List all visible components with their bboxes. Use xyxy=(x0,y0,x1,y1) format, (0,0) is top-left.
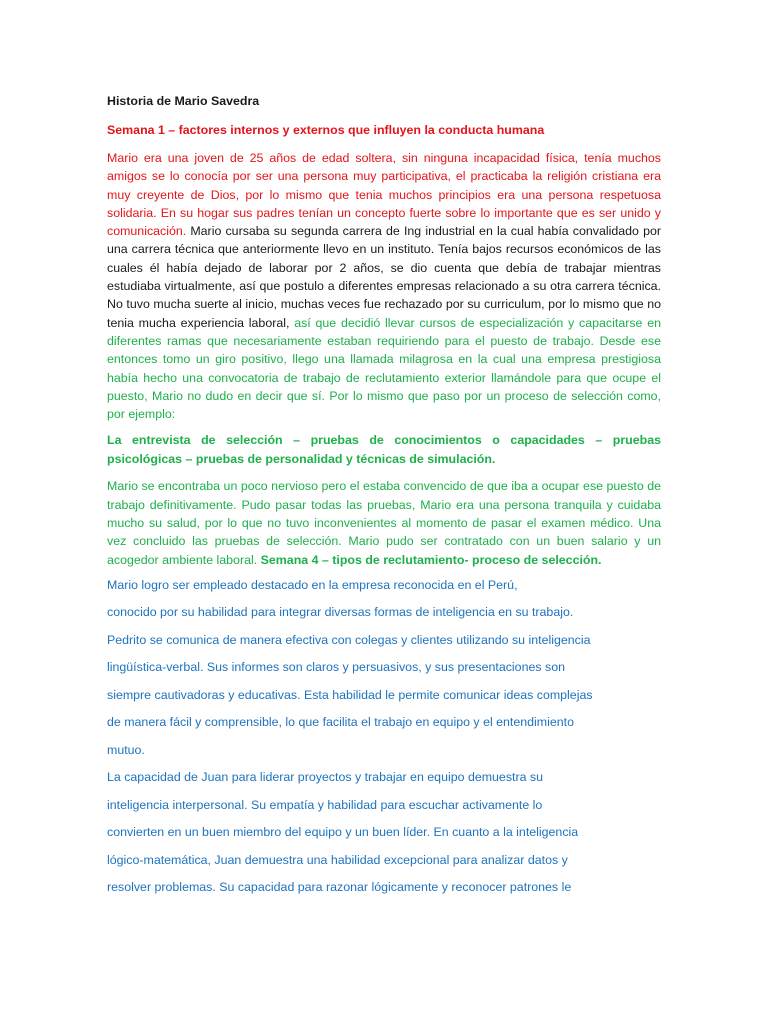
blue-line: lógico-matemática, Juan demuestra una habilidad excepcional para analizar datos y xyxy=(107,852,568,867)
story-paragraph-2 xyxy=(107,477,661,568)
blue-line: mutuo. xyxy=(107,742,145,757)
paragraph2-green-segment: Mario se encontraba un poco nervioso pero el estaba convencido de que iba a ocupar ese puesto de trabajo definitivamente. Pudo pasar todas las pruebas, Mario era una persona tranquila y cuidaba mucho su salud, por lo que no tuvo inconvenientes al momento de pasar el examen médico. Una vez concluido las pruebas de selección. Mario pudo ser contratado con un buen salario y un acogedor ambiente laboral. xyxy=(107,479,661,567)
blue-line: Pedrito se comunica de manera efectiva con colegas y clientes utilizando su inteligencia xyxy=(107,632,591,647)
paragraph1-green-segment: así que decidió llevar cursos de especialización y capacitarse en diferentes ramas que necesariamente estaban requiriendo para el puesto de trabajo. Desde ese entonces tomo un giro positivo, llego una llamada milagrosa en la cual una empresa prestigiosa había hecho una convocatoria de trabajo de reclutamiento exterior llamándole para que ocupe el puesto, Mario no dudo en decir que sí. Por lo mismo que paso por un proceso de selección como, por ejemplo: xyxy=(107,315,661,422)
week1-heading: Semana 1 – factores internos y externos que influyen la conducta humana xyxy=(107,123,545,137)
week4-heading: Semana 4 – tipos de reclutamiento- proceso de selección. xyxy=(260,552,602,567)
selection-heading: La entrevista de selección – pruebas de conocimientos o capacidades – pruebas psicológicas – pruebas de personalidad y técnicas de simulación. xyxy=(107,433,661,467)
blue-text-block xyxy=(107,577,661,907)
blue-line: Mario logro ser empleado destacado en la empresa reconocida en el Perú, xyxy=(107,577,518,592)
paragraph1-dark-segment: Mario cursaba su segunda carrera de Ing industrial en la cual había convalidado por una carrera técnica que anteriormente llevo en un instituto. Tenía bajos recursos económicos de las cuales él había dejado de laborar por 2 años, se dio cuenta que debía de trabajar mientras estudiaba virtualmente, así que postulo a diferentes empresas relacionado a su otra carrera técnica. No tuvo mucha suerte al inicio, muchas veces fue rechazado por su curriculum, por lo mismo que no tenia mucha experiencia laboral, xyxy=(107,224,661,330)
blue-line: inteligencia interpersonal. Su empatía y habilidad para escuchar activamente lo xyxy=(107,797,543,812)
document-body xyxy=(107,93,661,907)
paragraph1-red-segment: Mario era una joven de 25 años de edad soltera, sin ninguna incapacidad física, tenía muchos amigos se lo conocía por ser una persona muy participativa, el practicaba la religión cristiana era muy creyente de Dios, por lo mismo que tenia muchos principios era una persona respetuosa solidaria. En su hogar sus padres tenían un concepto fuerte sobre lo importante que es ser unido y comunicación. xyxy=(107,151,661,239)
blue-line: resolver problemas. Su capacidad para razonar lógicamente y reconocer patrones le xyxy=(107,880,572,895)
document-title: Historia de Mario Savedra xyxy=(107,94,260,108)
blue-line: convierten en un buen miembro del equipo y un buen líder. En cuanto a la inteligencia xyxy=(107,825,579,840)
story-paragraph-1 xyxy=(107,149,661,423)
blue-line: siempre cautivadoras y educativas. Esta habilidad le permite comunicar ideas complejas xyxy=(107,687,593,702)
blue-line: lingüística-verbal. Sus informes son claros y persuasivos, y sus presentaciones son xyxy=(107,660,565,675)
blue-line: conocido por su habilidad para integrar diversas formas de inteligencia en su trabajo. xyxy=(107,605,574,620)
blue-line: de manera fácil y comprensible, lo que facilita el trabajo en equipo y el entendimiento xyxy=(107,715,574,730)
blue-line: La capacidad de Juan para liderar proyectos y trabajar en equipo demuestra su xyxy=(107,770,544,785)
